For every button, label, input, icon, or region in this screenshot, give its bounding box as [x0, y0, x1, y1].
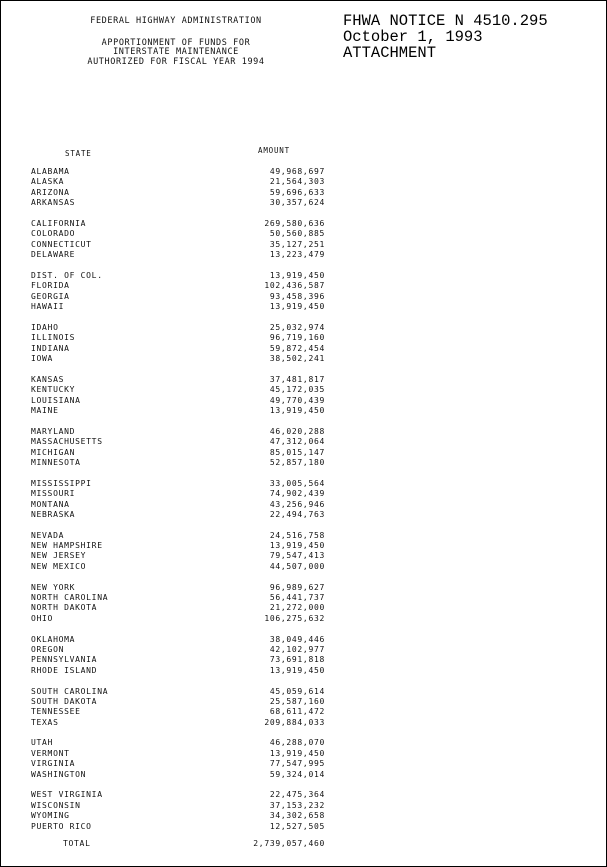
state-name: ALABAMA — [31, 167, 70, 176]
state-name: VERMONT — [31, 748, 70, 758]
table-row — [31, 770, 331, 780]
state-name: HAWAII — [31, 302, 65, 312]
state-amount: 21,272,000 — [269, 603, 325, 613]
table-row — [31, 354, 331, 364]
state-amount: 45,172,035 — [269, 385, 325, 395]
state-group — [31, 583, 331, 625]
state-name: UTAH — [31, 738, 54, 748]
table-row — [31, 250, 331, 260]
total-row — [31, 839, 331, 848]
table-row — [31, 437, 331, 447]
state-amount: 96,989,627 — [269, 582, 325, 592]
table-row — [31, 198, 331, 208]
state-name: NEW JERSEY — [31, 551, 87, 561]
table-row — [31, 645, 331, 655]
table-row — [31, 344, 331, 354]
table-row — [31, 458, 331, 468]
state-amount: 13,919,450 — [269, 302, 325, 312]
apportionment-table — [31, 167, 331, 842]
state-amount: 52,857,180 — [269, 457, 325, 467]
state-name: MONTANA — [31, 499, 70, 509]
table-row — [31, 749, 331, 759]
table-row — [31, 177, 331, 187]
state-name: NEW YORK — [31, 582, 76, 592]
state-amount: 93,458,396 — [269, 291, 325, 301]
attachment-label: ATTACHMENT — [343, 44, 437, 62]
table-row — [31, 551, 331, 561]
state-name: OKLAHOMA — [31, 634, 76, 644]
state-group — [31, 219, 331, 261]
state-name: CONNECTICUT — [31, 239, 92, 249]
state-amount: 106,275,632 — [264, 613, 325, 623]
state-column-header: STATE — [65, 149, 92, 158]
state-name: NEBRASKA — [31, 509, 76, 519]
state-name: WASHINGTON — [31, 769, 87, 779]
state-name: MARYLAND — [31, 426, 76, 436]
state-amount: 47,312,064 — [269, 437, 325, 447]
amount-column-header: AMOUNT — [258, 146, 290, 155]
state-name: ILLINOIS — [31, 333, 76, 343]
table-row — [31, 188, 331, 198]
table-row — [31, 333, 331, 343]
table-row — [31, 531, 331, 541]
state-name: NEW MEXICO — [31, 561, 87, 571]
state-amount: 30,357,624 — [269, 198, 325, 208]
table-row — [31, 167, 331, 177]
report-header — [41, 17, 311, 67]
table-row — [31, 666, 331, 676]
state-name: OREGON — [31, 644, 65, 654]
table-row — [31, 427, 331, 437]
state-amount: 59,872,454 — [269, 343, 325, 353]
state-amount: 59,324,014 — [269, 769, 325, 779]
state-amount: 13,919,450 — [269, 541, 325, 551]
state-amount: 85,015,147 — [269, 447, 325, 457]
table-row — [31, 687, 331, 697]
state-amount: 25,587,160 — [269, 696, 325, 706]
state-group — [31, 635, 331, 677]
state-name: NEVADA — [31, 530, 65, 540]
state-amount: 13,919,450 — [269, 270, 325, 280]
table-row — [31, 292, 331, 302]
state-amount: 73,691,818 — [269, 655, 325, 665]
state-amount: 56,441,737 — [269, 593, 325, 603]
state-amount: 25,032,974 — [269, 322, 325, 332]
table-row — [31, 707, 331, 717]
state-name: WEST VIRGINIA — [31, 790, 103, 800]
state-name: ARKANSAS — [31, 198, 76, 208]
state-name: MASSACHUSETTS — [31, 437, 103, 447]
state-name: NORTH DAKOTA — [31, 603, 98, 613]
table-row — [31, 396, 331, 406]
table-row — [31, 479, 331, 489]
state-group — [31, 427, 331, 469]
table-row — [31, 448, 331, 458]
table-row — [31, 375, 331, 385]
state-name: GEORGIA — [31, 291, 70, 301]
table-row — [31, 271, 331, 281]
state-amount: 38,049,446 — [269, 634, 325, 644]
state-amount: 49,968,697 — [269, 167, 325, 176]
table-row — [31, 801, 331, 811]
table-row — [31, 635, 331, 645]
state-amount: 22,475,364 — [269, 790, 325, 800]
table-row — [31, 562, 331, 572]
table-row — [31, 718, 331, 728]
table-row — [31, 697, 331, 707]
state-amount: 24,516,758 — [269, 530, 325, 540]
state-name: VIRGINIA — [31, 759, 76, 769]
state-amount: 13,919,450 — [269, 405, 325, 415]
table-row — [31, 302, 331, 312]
state-name: DIST. OF COL. — [31, 270, 103, 280]
table-row — [31, 406, 331, 416]
state-name: MISSISSIPPI — [31, 478, 92, 488]
state-amount: 22,494,763 — [269, 509, 325, 519]
state-amount: 79,547,413 — [269, 551, 325, 561]
table-row — [31, 489, 331, 499]
table-row — [31, 323, 331, 333]
state-name: TENNESSEE — [31, 707, 81, 717]
state-name: KENTUCKY — [31, 385, 76, 395]
state-name: WISCONSIN — [31, 800, 81, 810]
report-title-line-1: APPORTIONMENT OF FUNDS FOR — [101, 37, 251, 48]
state-name: IOWA — [31, 354, 54, 364]
state-amount: 74,902,439 — [269, 489, 325, 499]
state-amount: 269,580,636 — [264, 218, 325, 228]
state-amount: 37,153,232 — [269, 800, 325, 810]
total-amount: 2,739,057,460 — [253, 839, 325, 848]
state-name: IDAHO — [31, 322, 59, 332]
state-amount: 13,223,479 — [269, 250, 325, 260]
state-amount: 12,527,505 — [269, 821, 325, 831]
state-name: INDIANA — [31, 343, 70, 353]
state-name: WYOMING — [31, 811, 70, 821]
state-group — [31, 531, 331, 573]
state-amount: 37,481,817 — [269, 374, 325, 384]
state-amount: 45,059,614 — [269, 686, 325, 696]
report-title-line-2: INTERSTATE MAINTENANCE — [113, 47, 239, 57]
table-row — [31, 811, 331, 821]
state-name: SOUTH DAKOTA — [31, 696, 98, 706]
state-name: DELAWARE — [31, 250, 76, 260]
state-amount: 46,020,288 — [269, 426, 325, 436]
table-row — [31, 603, 331, 613]
table-row — [31, 593, 331, 603]
state-name: SOUTH CAROLINA — [31, 686, 109, 696]
state-name: FLORIDA — [31, 281, 70, 291]
table-row — [31, 583, 331, 593]
state-name: COLORADO — [31, 229, 76, 239]
state-amount: 209,884,033 — [264, 717, 325, 727]
table-row — [31, 655, 331, 665]
table-row — [31, 229, 331, 239]
state-group — [31, 167, 331, 209]
state-name: NORTH CAROLINA — [31, 593, 109, 603]
state-amount: 34,302,658 — [269, 811, 325, 821]
state-amount: 49,770,439 — [269, 395, 325, 405]
state-name: KANSAS — [31, 374, 65, 384]
notice-number: FHWA NOTICE N 4510.295 — [343, 12, 548, 30]
state-group — [31, 375, 331, 417]
state-name: PENNSYLVANIA — [31, 655, 98, 665]
state-amount: 68,611,472 — [269, 707, 325, 717]
table-row — [31, 790, 331, 800]
state-amount: 38,502,241 — [269, 354, 325, 364]
agency-name: FEDERAL HIGHWAY ADMINISTRATION — [90, 16, 262, 26]
state-name: NEW HAMPSHIRE — [31, 541, 103, 551]
state-group — [31, 479, 331, 521]
state-name: MINNESOTA — [31, 457, 81, 467]
state-amount: 33,005,564 — [269, 478, 325, 488]
state-amount: 21,564,303 — [269, 177, 325, 187]
state-amount: 77,547,995 — [269, 759, 325, 769]
state-amount: 43,256,946 — [269, 499, 325, 509]
state-amount: 50,560,885 — [269, 229, 325, 239]
report-title-line-3: AUTHORIZED FOR FISCAL YEAR 1994 — [87, 56, 265, 67]
state-amount: 42,102,977 — [269, 644, 325, 654]
state-amount: 46,288,070 — [269, 738, 325, 748]
state-name: OHIO — [31, 613, 54, 623]
state-name: PUERTO RICO — [31, 821, 92, 831]
state-amount: 44,507,000 — [269, 561, 325, 571]
table-row — [31, 240, 331, 250]
notice-date: October 1, 1993 — [343, 28, 483, 46]
table-row — [31, 500, 331, 510]
state-name: CALIFORNIA — [31, 218, 87, 228]
state-name: TEXAS — [31, 717, 59, 727]
state-group — [31, 271, 331, 313]
state-name: LOUISIANA — [31, 395, 81, 405]
table-row — [31, 614, 331, 624]
table-row — [31, 822, 331, 832]
table-row — [31, 738, 331, 748]
state-amount: 13,919,450 — [269, 748, 325, 758]
state-amount: 102,436,587 — [264, 281, 325, 291]
state-group — [31, 738, 331, 780]
state-amount: 59,696,633 — [269, 187, 325, 197]
state-amount: 96,719,160 — [269, 333, 325, 343]
state-group — [31, 323, 331, 365]
state-group — [31, 790, 331, 832]
state-name: ALASKA — [31, 177, 65, 187]
state-name: MAINE — [31, 405, 59, 415]
state-name: MISSOURI — [31, 489, 76, 499]
table-row — [31, 385, 331, 395]
state-amount: 13,919,450 — [269, 665, 325, 675]
table-row — [31, 759, 331, 769]
state-amount: 35,127,251 — [269, 239, 325, 249]
state-name: ARIZONA — [31, 187, 70, 197]
table-row — [31, 219, 331, 229]
total-label: TOTAL — [63, 839, 91, 848]
table-row — [31, 541, 331, 551]
table-row — [31, 281, 331, 291]
notice-header — [343, 13, 548, 61]
state-name: MICHIGAN — [31, 447, 76, 457]
table-row — [31, 510, 331, 520]
state-name: RHODE ISLAND — [31, 665, 98, 675]
state-group — [31, 687, 331, 729]
